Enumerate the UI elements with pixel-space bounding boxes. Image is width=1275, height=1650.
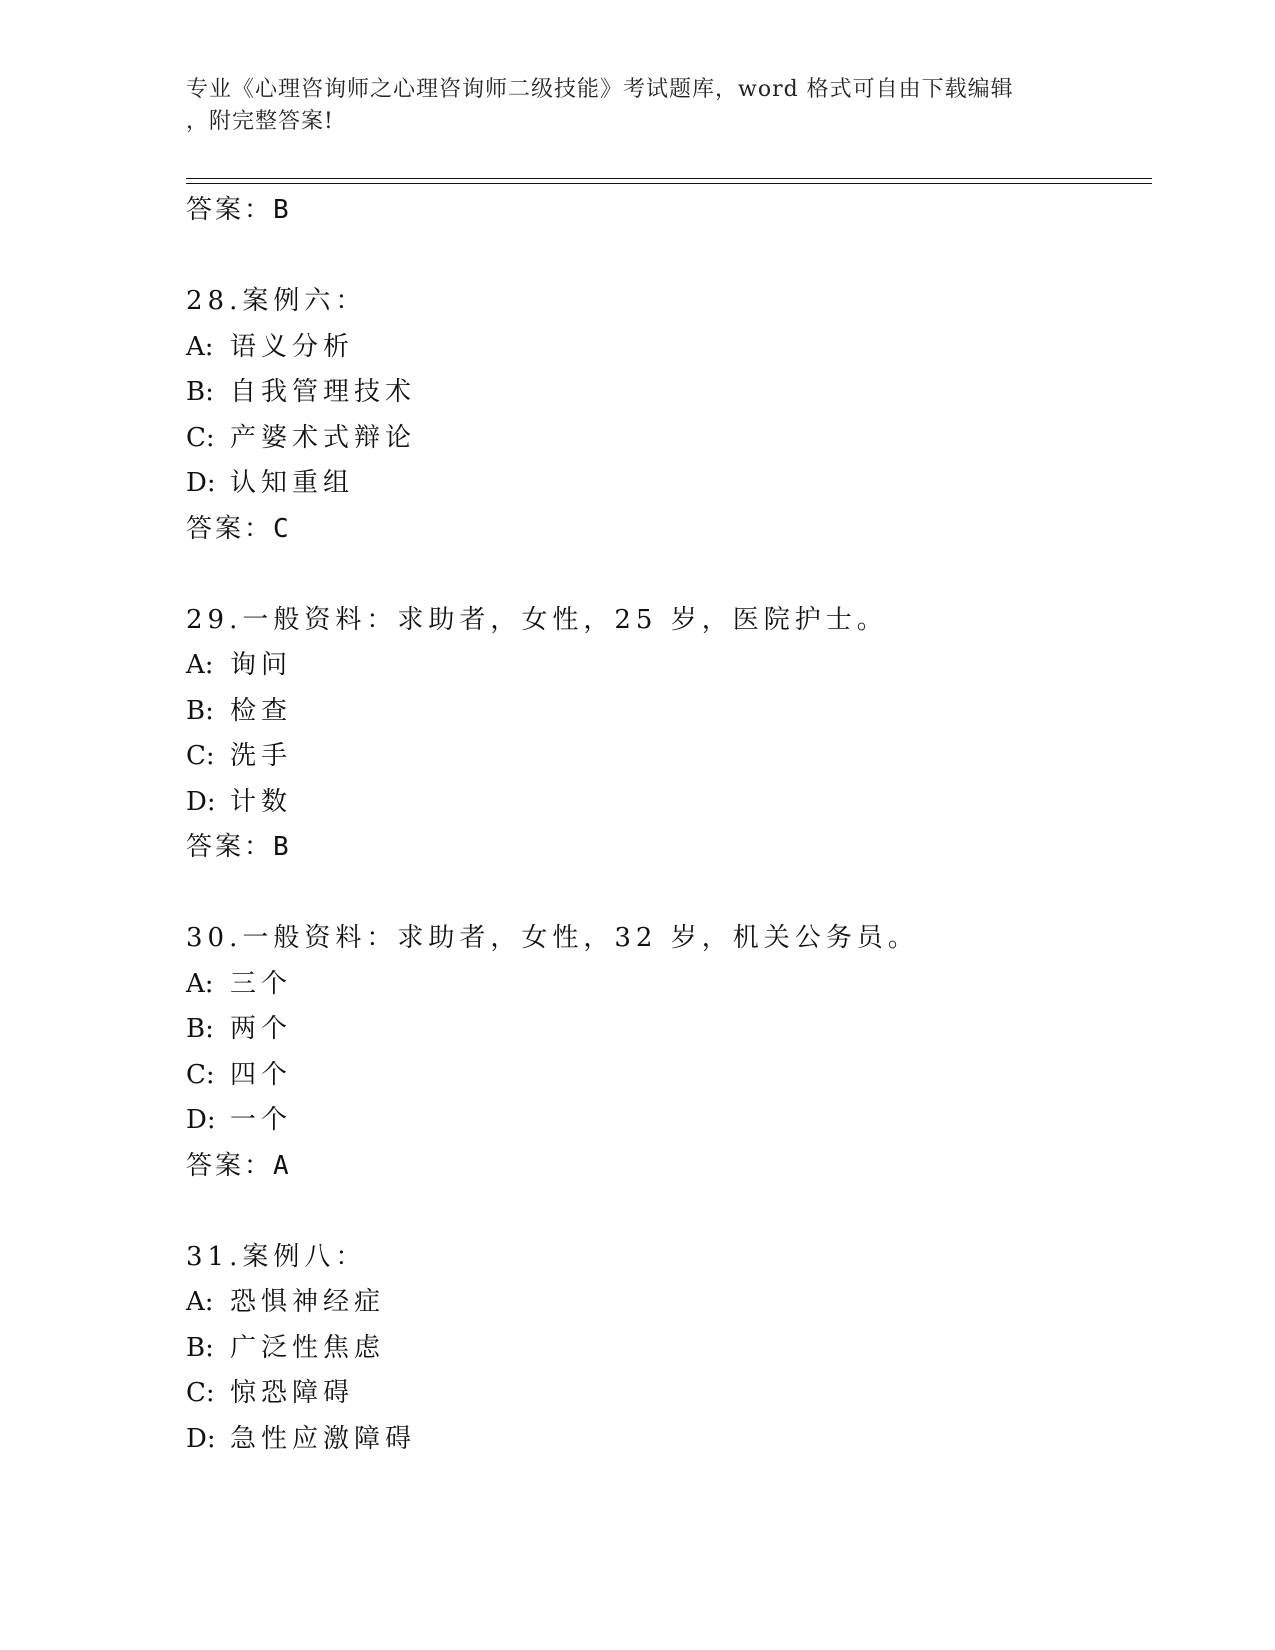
option-letter: B: <box>186 695 214 726</box>
option-letter: A: <box>186 968 214 999</box>
option-letter: C: <box>186 1059 215 1090</box>
option-b <box>186 1326 1146 1372</box>
option-c <box>186 734 1146 780</box>
question-list <box>186 188 1146 1462</box>
option-b <box>186 370 1146 416</box>
answer-value: B <box>273 195 289 225</box>
option-b <box>186 689 1146 735</box>
option-a <box>186 643 1146 689</box>
option-a <box>186 1280 1146 1326</box>
document-header <box>186 74 1086 138</box>
option-text: 一个 <box>230 1105 293 1135</box>
question-title: 31.案例八： <box>186 1241 367 1272</box>
header-rule-bottom <box>186 183 1152 184</box>
answer-line <box>186 1144 1146 1188</box>
answer-line <box>186 188 1146 232</box>
option-letter: A: <box>186 331 214 362</box>
answer-value: B <box>273 832 289 862</box>
answer-value: A <box>273 1150 289 1181</box>
answer-prefix: 答案： <box>186 832 274 862</box>
answer-prefix: 答案： <box>186 513 274 544</box>
spacer <box>186 1188 1146 1235</box>
option-letter: C: <box>186 741 215 771</box>
option-letter: C: <box>186 422 215 453</box>
option-b <box>186 1007 1146 1053</box>
option-letter: D: <box>186 468 216 498</box>
option-a <box>186 325 1146 371</box>
option-letter: A: <box>186 650 214 680</box>
option-text: 计数 <box>230 786 293 817</box>
option-c <box>186 416 1146 462</box>
header-rule-top <box>186 178 1152 179</box>
option-a <box>186 962 1146 1008</box>
option-text: 三个 <box>230 968 293 999</box>
question-title: 30.一般资料：求助者，女性，32 岁，机关公务员。 <box>186 923 919 953</box>
spacer <box>186 232 1146 279</box>
option-text: 自我管理技术 <box>230 377 417 407</box>
option-c <box>186 1053 1146 1099</box>
option-text: 广泛性焦虑 <box>230 1332 386 1363</box>
option-c <box>186 1371 1146 1417</box>
option-d <box>186 1417 1146 1463</box>
spacer <box>186 869 1146 916</box>
option-text: 认知重组 <box>230 468 355 498</box>
option-text: 产婆术式辩论 <box>230 422 417 453</box>
option-text: 惊恐障碍 <box>230 1378 355 1408</box>
option-text: 检查 <box>230 695 293 726</box>
option-text: 洗手 <box>230 741 293 771</box>
question-title: 28.案例六： <box>186 286 367 316</box>
header-line-1: 专业《心理咨询师之心理咨询师二级技能》考试题库，word 格式可自由下载编辑 <box>186 77 1014 102</box>
answer-line <box>186 825 1146 869</box>
header-line-2: ，附完整答案! <box>186 109 334 134</box>
spacer <box>186 551 1146 598</box>
option-text: 语义分析 <box>230 331 355 362</box>
option-text: 两个 <box>230 1014 293 1044</box>
option-text: 急性应激障碍 <box>230 1423 417 1454</box>
option-text: 四个 <box>230 1059 293 1090</box>
option-letter: D: <box>186 1423 216 1454</box>
option-d <box>186 780 1146 826</box>
option-d <box>186 461 1146 507</box>
answer-prefix: 答案： <box>186 195 274 225</box>
option-letter: B: <box>186 377 214 407</box>
option-text: 恐惧神经症 <box>230 1287 386 1317</box>
option-letter: C: <box>186 1378 215 1408</box>
option-d <box>186 1098 1146 1144</box>
option-text: 询问 <box>230 650 293 680</box>
answer-line <box>186 507 1146 551</box>
answer-prefix: 答案： <box>186 1150 274 1181</box>
option-letter: D: <box>186 1105 216 1135</box>
option-letter: A: <box>186 1287 214 1317</box>
question-title: 29.一般资料：求助者，女性，25 岁，医院护士。 <box>186 604 888 635</box>
option-letter: B: <box>186 1332 214 1363</box>
option-letter: B: <box>186 1014 214 1044</box>
answer-value: C <box>273 513 289 544</box>
option-letter: D: <box>186 786 216 817</box>
